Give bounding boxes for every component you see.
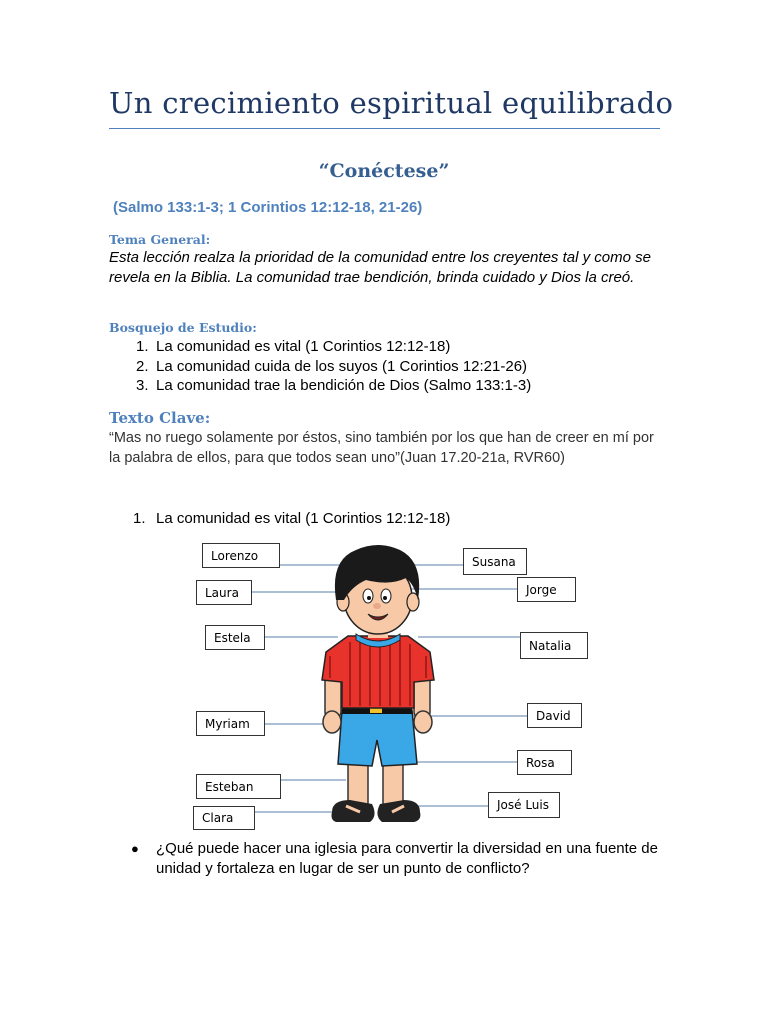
texto-clave-quote: “Mas no ruego solamente por éstos, sino también por los que han de creer en mí por la palabra de ellos, para que todos sean uno”(Juan 17.20-21a, RVR60) [109,430,654,466]
label-susana: Susana [463,548,527,575]
sandals [332,800,421,822]
label-rosa: Rosa [517,750,572,775]
bosquejo-heading: Bosquejo de Estudio: [109,320,257,335]
eye-left [363,589,373,603]
label-natalia: Natalia [520,632,588,659]
label-jorge: Jorge [517,577,576,602]
label-laura: Laura [196,580,252,605]
point-number: 1. [133,510,146,527]
label-clara: Clara [193,806,255,830]
document-title: Un crecimiento espiritual equilibrado [109,86,674,120]
label-lorenzo: Lorenzo [202,543,280,568]
scripture-references: (Salmo 133:1-3; 1 Corintios 12:12-18, 21-26) [113,199,423,216]
item-number: 2. [136,357,149,375]
discussion-question [131,839,671,879]
label-david: David [527,703,582,728]
shorts [338,710,417,766]
tema-text: Esta lección realza la prioridad de la comunidad entre los creyentes tal y como se revela en la Biblia. La comunidad trae bendición, brinda cuidado y Dios la creó. [109,249,651,286]
label-jose-luis: José Luis [488,792,560,818]
lesson-subtitle: “Conéctese” [318,160,450,182]
texto-clave-heading: Texto Clave: [109,409,211,427]
label-estela: Estela [205,625,265,650]
item-text: La comunidad trae la bendición de Dios (Salmo 133:1-3) [156,377,532,394]
eye-right [381,589,391,603]
item-number: 1. [136,338,149,355]
label-myriam: Myriam [196,711,265,736]
nose [373,603,381,609]
item-text: La comunidad cuida de los suyos (1 Corintios 12:21-26) [156,357,528,375]
label-esteban: Esteban [196,774,281,799]
item-text: La comunidad es vital (1 Corintios 12:12-18) [156,338,451,355]
item-number: 3. [136,377,149,394]
tema-heading: Tema General: [109,232,211,247]
question-text: ¿Qué puede hacer una iglesia para convertir la diversidad en una fuente de unidad y fortaleza en lugar de ser un punto de conflicto? [156,840,658,877]
bullet-icon: ● [131,841,139,856]
point-text: La comunidad es vital (1 Corintios 12:12-18) [156,510,451,527]
